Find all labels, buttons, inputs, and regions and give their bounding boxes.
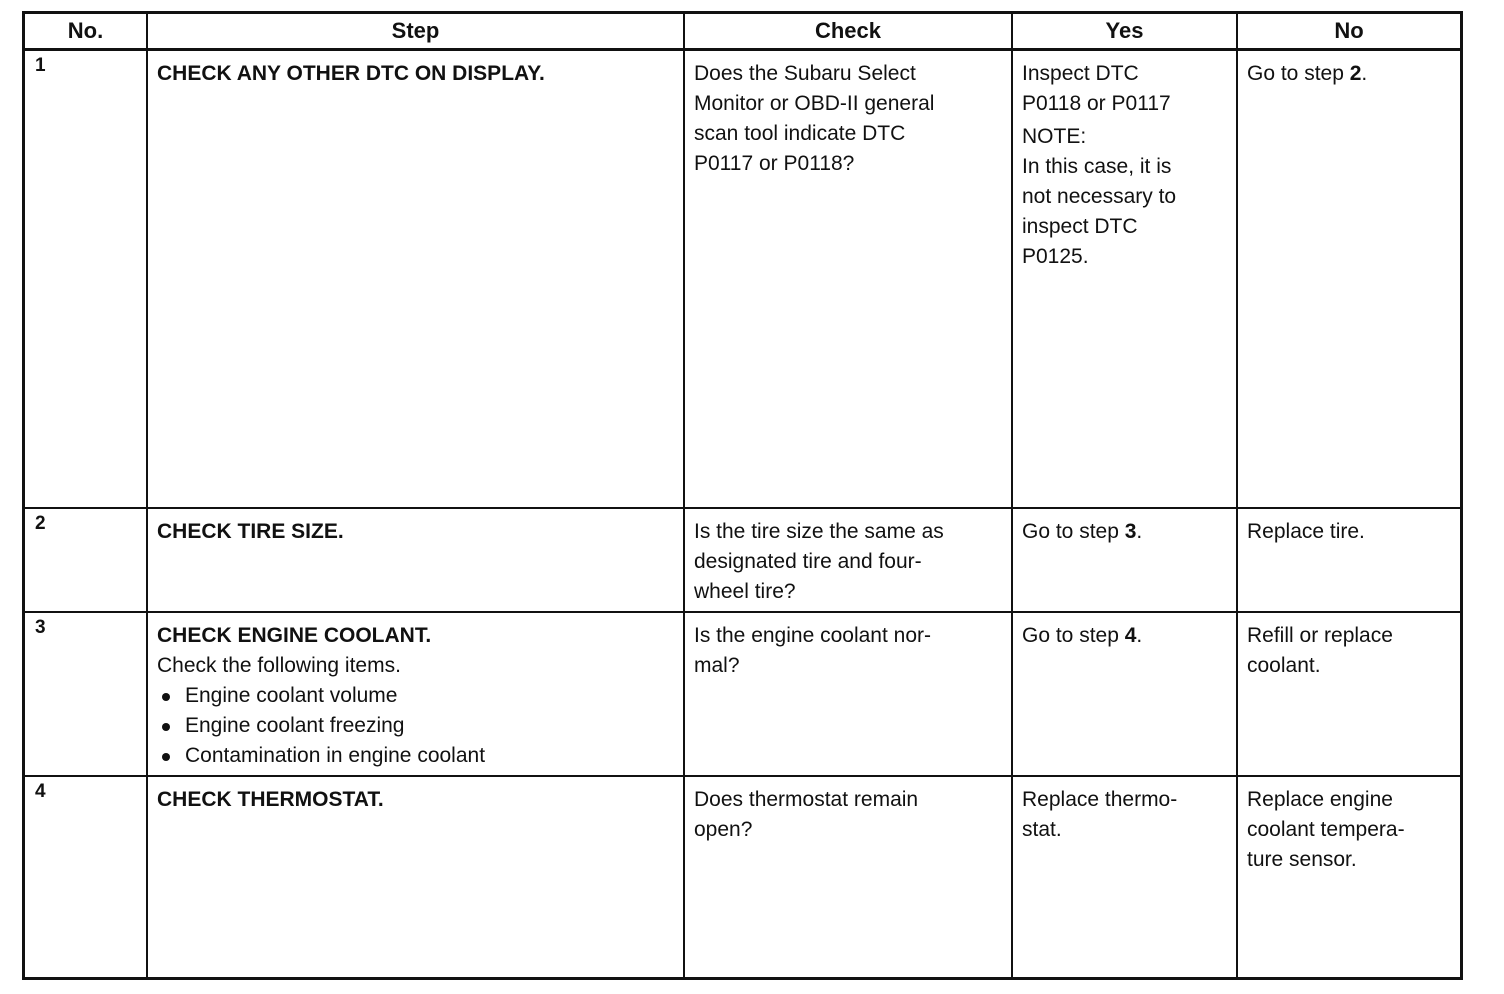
list-item xyxy=(157,681,675,711)
step-cell xyxy=(147,776,684,978)
step-title: CHECK ENGINE COOLANT. xyxy=(157,623,432,647)
note-line: inspect DTC xyxy=(1022,215,1138,238)
note-line: not necessary to xyxy=(1022,185,1177,208)
no-line: coolant. xyxy=(1247,653,1321,677)
row-number-cell xyxy=(25,50,147,508)
no-cell xyxy=(1237,50,1460,508)
header-check: Check xyxy=(684,14,1012,50)
step-title: CHECK ANY OTHER DTC ON DISPLAY. xyxy=(157,62,545,85)
header-step: Step xyxy=(147,14,684,50)
table-row xyxy=(25,776,1460,978)
yes-line: Inspect DTC xyxy=(1022,62,1139,85)
yes-result-text xyxy=(1013,613,1236,655)
check-line: Does the Subaru Select xyxy=(694,62,916,85)
diagnostic-table-frame xyxy=(22,11,1463,980)
row-number-cell xyxy=(25,508,147,612)
no-line: ture sensor. xyxy=(1247,847,1357,871)
check-cell xyxy=(684,612,1012,776)
check-items-list xyxy=(157,681,675,771)
no-result-text: Replace tire. xyxy=(1247,519,1365,543)
check-line: mal? xyxy=(694,653,740,677)
yes-result-text xyxy=(1013,509,1236,551)
goto-suffix: . xyxy=(1136,623,1143,647)
header-no-result: No xyxy=(1237,14,1460,50)
table-row xyxy=(25,508,1460,612)
goto-text: Go to step xyxy=(1022,519,1125,543)
header-yes: Yes xyxy=(1012,14,1237,50)
no-cell xyxy=(1237,612,1460,776)
goto-suffix: . xyxy=(1136,519,1143,543)
row-number-cell xyxy=(25,776,147,978)
row-number: 1 xyxy=(35,55,46,76)
diagnostic-table xyxy=(25,14,1460,977)
check-cell xyxy=(684,508,1012,612)
yes-line: Replace thermo- xyxy=(1022,787,1178,811)
step-description: Check the following items. xyxy=(157,653,401,677)
note-line: P0125. xyxy=(1022,245,1089,268)
table-header-row xyxy=(25,14,1460,50)
goto-step-number: 3 xyxy=(1124,519,1137,543)
check-line: scan tool indicate DTC xyxy=(694,122,906,145)
check-cell xyxy=(684,50,1012,508)
step-title: CHECK TIRE SIZE. xyxy=(157,519,344,543)
no-result-text xyxy=(1238,51,1460,93)
bullet-icon xyxy=(162,753,170,761)
step-cell xyxy=(147,612,684,776)
note-label: NOTE: xyxy=(1022,125,1087,148)
check-line: open? xyxy=(694,817,753,841)
bullet-icon xyxy=(162,723,170,731)
goto-step-number: 4 xyxy=(1124,623,1137,647)
bullet-icon xyxy=(162,693,170,701)
no-line: coolant tempera- xyxy=(1247,817,1405,841)
row-number: 3 xyxy=(35,616,46,638)
header-no: No. xyxy=(25,14,147,50)
row-number: 2 xyxy=(35,512,46,534)
yes-cell xyxy=(1012,508,1237,612)
check-line: Monitor or OBD-II general xyxy=(694,92,935,115)
list-item xyxy=(157,741,675,771)
step-cell xyxy=(147,508,684,612)
yes-line: P0118 or P0117 xyxy=(1022,92,1171,115)
list-item-text: Engine coolant freezing xyxy=(185,713,405,737)
row-number-cell xyxy=(25,612,147,776)
goto-step-number: 2 xyxy=(1349,62,1362,85)
list-item xyxy=(157,711,675,741)
check-line: Does thermostat remain xyxy=(694,787,919,811)
check-line: P0117 or P0118? xyxy=(694,152,855,175)
list-item-text: Contamination in engine coolant xyxy=(185,743,486,767)
no-cell xyxy=(1237,508,1460,612)
table-row xyxy=(25,50,1460,508)
no-line: Replace engine xyxy=(1247,787,1393,811)
check-line: Is the engine coolant nor- xyxy=(694,623,931,647)
note-line: In this case, it is xyxy=(1022,155,1172,178)
check-line: designated tire and four- xyxy=(694,549,922,573)
no-cell xyxy=(1237,776,1460,978)
list-item-text: Engine coolant volume xyxy=(185,683,398,707)
yes-cell xyxy=(1012,776,1237,978)
yes-cell xyxy=(1012,612,1237,776)
row-number: 4 xyxy=(35,780,46,802)
goto-text: Go to step xyxy=(1247,62,1350,85)
step-title: CHECK THERMOSTAT. xyxy=(157,787,384,811)
goto-text: Go to step xyxy=(1022,623,1125,647)
check-cell xyxy=(684,776,1012,978)
check-line: Is the tire size the same as xyxy=(694,519,944,543)
check-line: wheel tire? xyxy=(694,579,796,603)
goto-suffix: . xyxy=(1361,62,1368,85)
no-line: Refill or replace xyxy=(1247,623,1393,647)
yes-line: stat. xyxy=(1022,817,1062,841)
step-cell xyxy=(147,50,684,508)
table-row xyxy=(25,612,1460,776)
yes-cell xyxy=(1012,50,1237,508)
